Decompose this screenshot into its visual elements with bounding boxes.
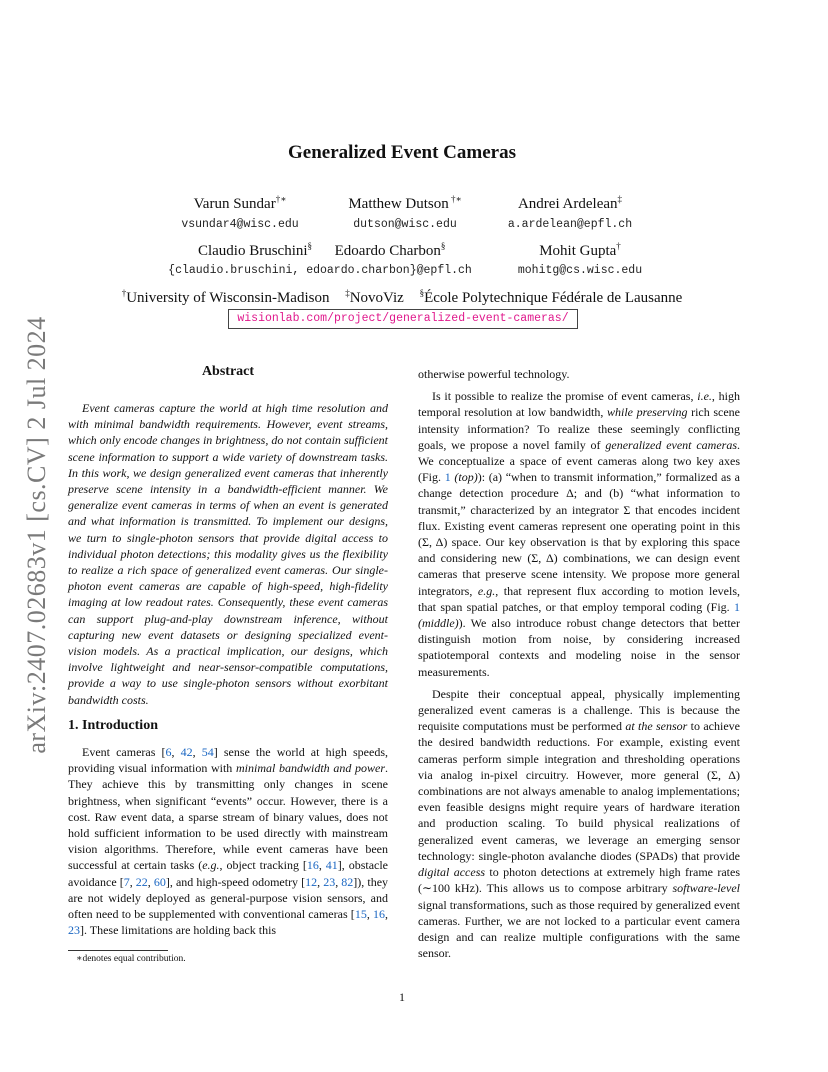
- author-name: Edoardo Charbon§: [334, 241, 446, 259]
- citation-link[interactable]: 15: [354, 907, 367, 922]
- footnote: ∗denotes equal contribution.: [76, 954, 186, 964]
- citation-link[interactable]: 82: [341, 874, 354, 889]
- arxiv-id-text: arXiv:2407.02683v1 [cs.CV] 2 Jul 2024: [22, 316, 51, 754]
- citation-link[interactable]: 16: [373, 907, 386, 922]
- affiliation: †University of Wisconsin-Madison: [121, 288, 330, 306]
- citation-link[interactable]: 41: [325, 858, 338, 873]
- section-heading-introduction: 1. Introduction: [68, 718, 158, 733]
- paragraph: otherwise powerful technology.: [418, 367, 570, 381]
- figure-reference-link[interactable]: 1: [444, 470, 451, 485]
- abstract-body: [68, 400, 388, 708]
- footnote-divider: [68, 950, 168, 951]
- arxiv-identifier-stamp: [12, 300, 62, 770]
- paper-title: Generalized Event Cameras: [288, 142, 516, 163]
- citation-link[interactable]: 7: [123, 874, 130, 889]
- author-email[interactable]: {claudio.bruschini, edoardo.charbon}@epfl.ch: [168, 264, 472, 277]
- citation-link[interactable]: 16: [306, 858, 319, 873]
- author-name: Claudio Bruschini§: [197, 241, 313, 259]
- abstract-text: Event cameras capture the world at high time resolution and with minimal bandwidth requirements. However, event streams, which only encode changes in brightness, do not contain sufficient scene information to support a wide variety of downstream tasks. In this work, we design generalized event cameras that inherently preserve scene intensity in a bandwidth-efficient manner. We generalize event cameras in terms of when an event is generated and what information is transmitted. To implement our designs, we turn to single-photon sensors that provide digital access to individual photon detections; this modality gives us the flexibility to realize a rich space of generalized event cameras. Our single-photon event cameras are capable of high-speed, high-fidelity imaging at low readout rates. Consequently, these event cameras can support plug-and-play downstream inference, without capturing new event datasets or designing specialized event-vision models. As a practical implication, our designs, which involve lightweight and near-sensor-compatible computations, provide a way to use single-photon sensors without exorbitant bandwidth costs.: [68, 401, 388, 707]
- affiliation: ‡NovoViz: [345, 288, 404, 306]
- citation-link[interactable]: 42: [180, 745, 193, 759]
- affiliations: [0, 288, 804, 307]
- right-column-body: [418, 366, 740, 961]
- paragraph: Despite their conceptual appeal, physically implementing generalized event cameras is a challenge. This is because the requisite computations must be performed at the sensor to achieve the desired bandwidth reductions. For example, existing event cameras perform simple integration and thresholding operations via analog in-pixel circuitry. However, more general (Σ, Δ) combinations are not always amenable to analog implementations; even feasible designs might require years of hardware iteration and production scaling. To build physical realizations of generalized event cameras, we leverage an emerging sensor technology: single-photon avalanche diodes (SPADs) that provide digital access to photon detections at extremely high frame rates (∼100 kHz). This allows us to compose arbitrary software-level signal transformations, such as those required by generalized event cameras. Further, we are not locked to a particular event camera design and can realize multiple configurations with the same sensor.: [418, 686, 741, 961]
- citation-link[interactable]: 12: [305, 874, 318, 889]
- author-email[interactable]: vsundar4@wisc.edu: [181, 218, 299, 231]
- author-email[interactable]: mohitg@cs.wisc.edu: [517, 264, 643, 277]
- citation-link[interactable]: 54: [201, 745, 214, 759]
- author-email[interactable]: dutson@wisc.edu: [353, 218, 457, 231]
- paragraph: Event cameras [6, 42, 54] sense the world at high speeds, providing visual information with minimal bandwidth and power. They achieve this by transmitting only changes in scene brightness, when significant “events” occur. However, there is a cost. Raw event data, a sparse stream of binary values, does not hold sufficient information to be used directly with mainstream vision algorithms. Therefore, while event cameras have been successful at certain tasks (e.g., object tracking [16, 41], obstacle avoidance [7, 22, 60], and high-speed odometry [12, 23, 82]), they are not widely deployed as general-purpose vision sensors, and often need to be supplemented with conventional cameras [15, 16, 23]. These limitations are holding back this: [68, 745, 389, 938]
- author-name: Matthew Dutson †∗: [348, 194, 462, 212]
- author-name: Andrei Ardelean‡: [517, 194, 623, 212]
- citation-link[interactable]: 23: [68, 923, 80, 938]
- citation-link[interactable]: 22: [135, 874, 148, 889]
- citation-link[interactable]: 60: [153, 874, 166, 889]
- citation-link[interactable]: 23: [323, 874, 336, 889]
- author-name: Mohit Gupta†: [539, 241, 621, 259]
- author-name: Varun Sundar†∗: [193, 194, 287, 212]
- figure-reference-link[interactable]: 1: [734, 599, 740, 614]
- citation-link[interactable]: 6: [165, 745, 172, 759]
- affiliation: §École Polytechnique Fédérale de Lausanne: [419, 288, 683, 306]
- project-page-link[interactable]: wisionlab.com/project/generalized-event-cameras/: [228, 309, 578, 329]
- introduction-body: [68, 744, 388, 938]
- page-number: 1: [399, 990, 405, 1004]
- abstract-heading: Abstract: [201, 364, 255, 379]
- paragraph: Is it possible to realize the promise of event cameras, i.e., high temporal resolution at low bandwidth, while preserving rich scene intensity information? To realize these seemingly conflicting goals, we propose a novel family of generalized event cameras. We conceptualize a space of event cameras along two key axes (Fig. 1 (top)): (a) “when to transmit information,” formalized as a change detection procedure Δ; and (b) “what information to transmit,” characterized by an integrator Σ that encodes incident flux. Existing event cameras represent one operating point in this (Σ, Δ) space. Our key observation is that by exploring this space and considering new (Σ, Δ) combinations, we can design event cameras that preserve scene intensity. We propose more general integrators, e.g., that represent flux according to motion levels, that span spatial patches, or that employ temporal coding (Fig. 1 (middle)). We also introduce robust change detectors that better distinguish motion from noise, by considering increased spatiotemporal contexts and modeling noise in the sensor measurements.: [418, 389, 741, 679]
- author-email[interactable]: a.ardelean@epfl.ch: [507, 218, 633, 231]
